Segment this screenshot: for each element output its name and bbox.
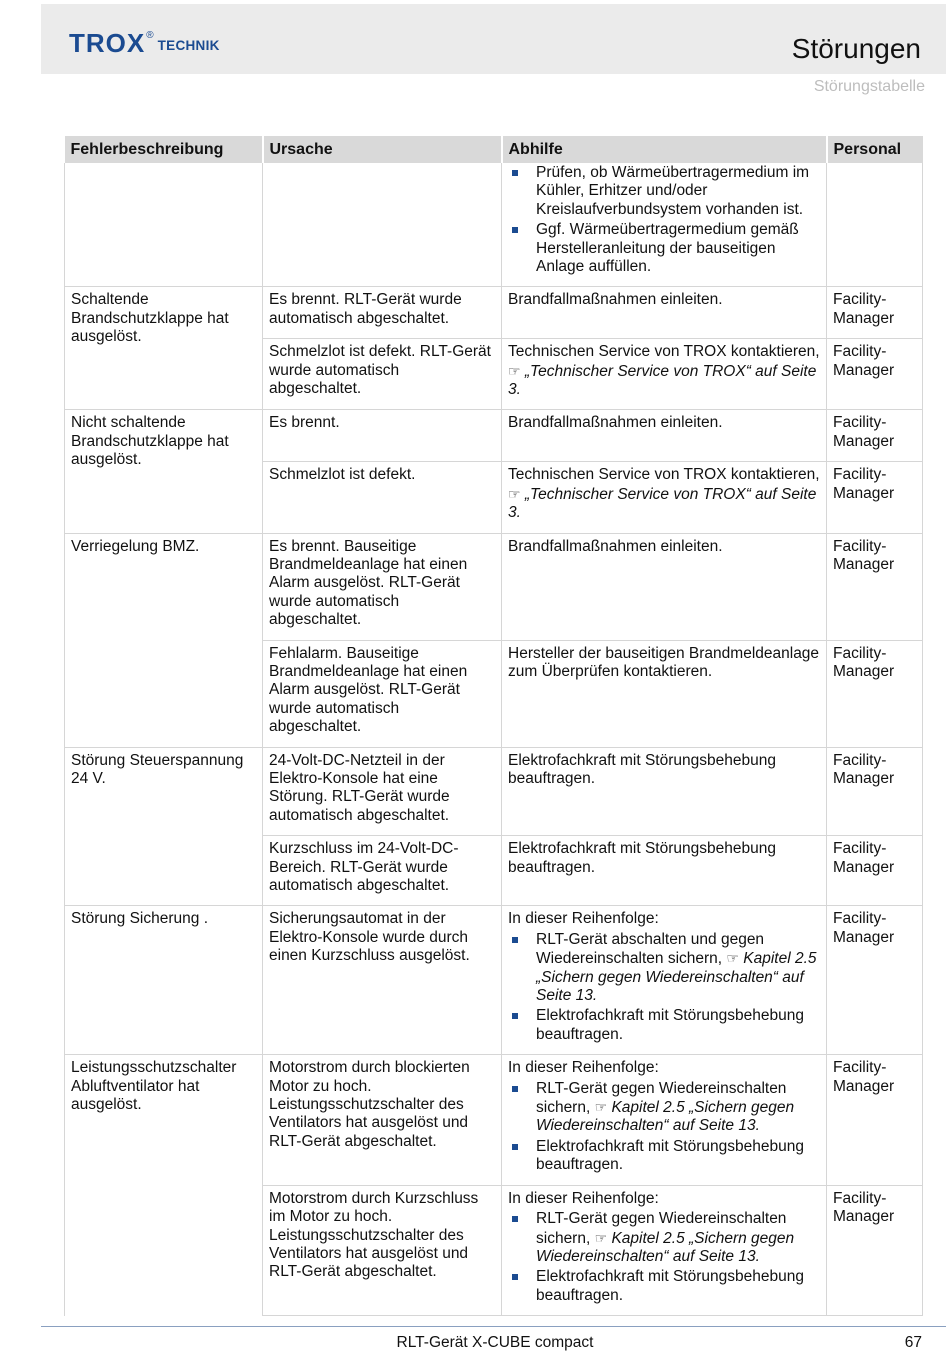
remedy-cell <box>502 1055 827 1185</box>
remedy-cell: Brandfallmaßnahmen einleiten. <box>502 533 827 640</box>
staff-cell: Facility-Manager <box>827 410 923 462</box>
fault-description: Nicht schaltende Brandschutzklappe hat ausgelöst. <box>65 410 263 533</box>
cause-cell: Schmelzlot ist defekt. <box>263 462 502 533</box>
remedy-cell <box>502 462 827 533</box>
table-row <box>65 906 923 1055</box>
staff-cell: Facility-Manager <box>827 533 923 640</box>
cause-cell: Sicherungsautomat in der Elektro-Konsole wurde durch einen Kurzschluss ausgelöst. <box>263 906 502 1055</box>
fault-table <box>64 136 923 1316</box>
remedy-cell <box>502 906 827 1055</box>
list-item: Elektrofachkraft mit Störungsbehebung beauftragen. <box>508 1138 820 1175</box>
hand-pointer-icon: ☞ <box>508 362 521 379</box>
remedy-cell: Brandfallmaßnahmen einleiten. <box>502 287 827 339</box>
staff-cell: Facility-Manager <box>827 1055 923 1185</box>
remedy-cell: Brandfallmaßnahmen einleiten. <box>502 410 827 462</box>
staff-cell: Facility-Manager <box>827 836 923 906</box>
staff-cell: Facility-Manager <box>827 339 923 410</box>
cause-cell: Es brennt. Bauseitige Brandmeldeanlage hat einen Alarm ausgelöst. RLT-Gerät wurde automatisch abgeschaltet. <box>263 533 502 640</box>
remedy-intro: In dieser Reihenfolge: <box>508 1059 659 1077</box>
staff-cell: Facility-Manager <box>827 906 923 1055</box>
fault-description: Störung Steuerspannung 24 V. <box>65 747 263 906</box>
hand-pointer-icon: ☞ <box>508 485 521 502</box>
list-item: Elektrofachkraft mit Störungsbehebung beauftragen. <box>508 1007 820 1044</box>
list-item: Elektrofachkraft mit Störungsbehebung beauftragen. <box>508 1268 820 1305</box>
table-row <box>65 163 923 287</box>
bullet-list <box>508 164 820 276</box>
bullet-list <box>508 1080 820 1175</box>
list-item: RLT-Gerät abschalten und gegen Wiedereinschalten sichern, ☞ Kapitel 2.5 „Sichern gegen Wiedereinschalten“ auf Seite 13. <box>508 931 820 1006</box>
table-row <box>65 410 923 462</box>
logo-registered-mark: ® <box>146 30 154 41</box>
remedy-text: Technischen Service von TROX kontaktieren, <box>508 466 820 484</box>
staff-cell: Facility-Manager <box>827 287 923 339</box>
page-header <box>41 4 946 74</box>
remedy-cell: Elektrofachkraft mit Störungsbehebung beauftragen. <box>502 836 827 906</box>
page-title: Störungen <box>791 33 921 64</box>
column-header-fehlerbeschreibung: Fehlerbeschreibung <box>65 136 263 163</box>
logo-trox-text: TROX <box>69 28 146 58</box>
table-row <box>65 533 923 640</box>
bullet-list <box>508 1210 820 1305</box>
footer-divider <box>41 1326 946 1327</box>
column-header-personal: Personal <box>827 136 923 163</box>
trox-logo <box>69 30 220 60</box>
list-item: Prüfen, ob Wärmeübertragermedium im Kühler, Erhitzer und/oder Kreislaufverbundsystem vorhanden ist. <box>508 164 820 219</box>
footer-page-number: 67 <box>904 1334 922 1351</box>
cause-cell: Motorstrom durch blockierten Motor zu hoch. Leistungsschutzschalter des Ventilators hat ausgelöst und RLT-Gerät abgeschaltet. <box>263 1055 502 1185</box>
remedy-cell <box>502 339 827 410</box>
cause-cell: Kurzschluss im 24-Volt-DC-Bereich. RLT-Gerät wurde automatisch abgeschaltet. <box>263 836 502 906</box>
table-row <box>65 287 923 339</box>
column-header-abhilfe: Abhilfe <box>502 136 827 163</box>
hand-pointer-icon: ☞ <box>594 1229 608 1246</box>
staff-cell: Facility-Manager <box>827 640 923 747</box>
fault-description: Schaltende Brandschutzklappe hat ausgelöst. <box>65 287 263 410</box>
table-row <box>65 1055 923 1185</box>
cross-reference-link[interactable]: „Technischer Service von TROX“ auf Seite 3. <box>508 362 817 399</box>
remedy-cell: Elektrofachkraft mit Störungsbehebung beauftragen. <box>502 747 827 836</box>
bullet-list <box>508 931 820 1044</box>
staff-cell: Facility-Manager <box>827 747 923 836</box>
fault-description: Störung Sicherung . <box>65 906 263 1055</box>
staff-cell: Facility-Manager <box>827 462 923 533</box>
hand-pointer-icon: ☞ <box>726 950 739 967</box>
cause-cell: Fehlalarm. Bauseitige Brandmeldeanlage hat einen Alarm ausgelöst. RLT-Gerät wurde automatisch abgeschaltet. <box>263 640 502 747</box>
fault-description: Leistungsschutzschalter Abluftventilator hat ausgelöst. <box>65 1055 263 1316</box>
list-item: RLT-Gerät gegen Wiedereinschalten sichern, ☞ Kapitel 2.5 „Sichern gegen Wiedereinschalten“ auf Seite 13. <box>508 1080 820 1136</box>
list-item: RLT-Gerät gegen Wiedereinschalten sichern, ☞ Kapitel 2.5 „Sichern gegen Wiedereinschalten“ auf Seite 13. <box>508 1210 820 1266</box>
table-row <box>65 747 923 836</box>
remedy-cell: Hersteller der bauseitigen Brandmeldeanlage zum Überprüfen kontaktieren. <box>502 640 827 747</box>
cause-cell: Es brennt. RLT-Gerät wurde automatisch abgeschaltet. <box>263 287 502 339</box>
cause-cell: Schmelzlot ist defekt. RLT-Gerät wurde automatisch abgeschaltet. <box>263 339 502 410</box>
cross-reference-link[interactable]: „Technischer Service von TROX“ auf Seite 3. <box>508 485 817 522</box>
logo-technik-text: TECHNIK <box>157 38 220 53</box>
hand-pointer-icon: ☞ <box>594 1099 608 1116</box>
table-header-row <box>65 136 923 163</box>
cross-reference-link[interactable]: Kapitel 2.5 „Sichern gegen Wiedereinschalten“ auf Seite 13. <box>536 950 817 1005</box>
cause-cell: Es brennt. <box>263 410 502 462</box>
cross-reference-link[interactable]: Kapitel 2.5 „Sichern gegen Wiedereinschalten“ auf Seite 13. <box>536 1099 795 1135</box>
remedy-intro: In dieser Reihenfolge: <box>508 910 659 928</box>
staff-cell: Facility-Manager <box>827 1185 923 1315</box>
remedy-intro: In dieser Reihenfolge: <box>508 1189 659 1207</box>
remedy-text: Technischen Service von TROX kontaktieren, <box>508 343 820 361</box>
cause-cell: Motorstrom durch Kurzschluss im Motor zu hoch. Leistungsschutzschalter des Ventilators hat ausgelöst und RLT-Gerät abgeschaltet. <box>263 1185 502 1315</box>
footer-document-title: RLT-Gerät X-CUBE compact <box>396 1334 594 1351</box>
cross-reference-link[interactable]: Kapitel 2.5 „Sichern gegen Wiedereinschalten“ auf Seite 13. <box>536 1229 795 1265</box>
cause-cell: 24-Volt-DC-Netzteil in der Elektro-Konsole hat eine Störung. RLT-Gerät wurde automatisch abgeschaltet. <box>263 747 502 836</box>
fault-description: Verriegelung BMZ. <box>65 533 263 747</box>
list-item: Ggf. Wärmeübertragermedium gemäß Herstelleranleitung der bauseitigen Anlage auffüllen. <box>508 221 820 276</box>
page-subtitle: Störungstabelle <box>813 78 925 95</box>
remedy-cell <box>502 1185 827 1315</box>
column-header-ursache: Ursache <box>263 136 502 163</box>
